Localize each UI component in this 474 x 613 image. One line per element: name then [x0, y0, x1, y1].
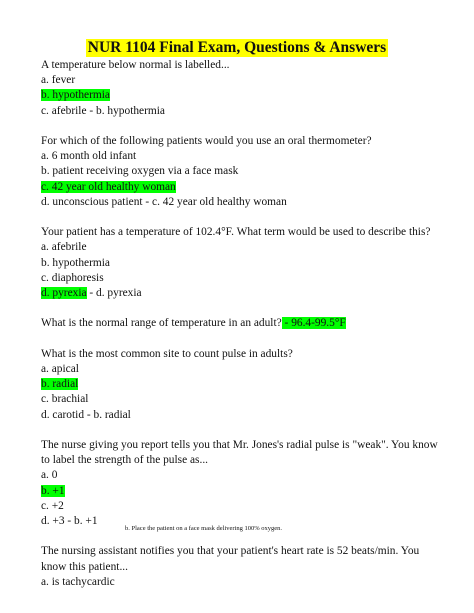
answer-option-correct: [41, 180, 441, 195]
option-text: d. unconscious patient - c. 42 year old healthy woman: [41, 195, 287, 208]
question-block: [41, 225, 441, 301]
option-text: a. is tachycardic: [41, 575, 115, 588]
question-stem: A temperature below normal is labelled...: [41, 59, 230, 71]
answer-option: [41, 149, 441, 164]
question-block: [41, 58, 441, 119]
question-stem: [41, 316, 441, 331]
highlighted-answer: - 96.4-99.5°F: [281, 317, 346, 330]
option-text: c. afebrile - b. hypothermia: [41, 104, 165, 117]
question-block: [41, 134, 441, 210]
question-stem: For which of the following patients would you use an oral thermometer?: [41, 135, 372, 147]
answer-option: [41, 271, 441, 286]
answer-option-correct: [41, 377, 441, 392]
option-text: d. carotid - b. radial: [41, 408, 131, 421]
question-list: [41, 58, 441, 605]
answer-option: [41, 468, 441, 483]
page-title: NUR 1104 Final Exam, Questions & Answers: [87, 39, 387, 56]
answer-option-correct: [41, 88, 441, 103]
question-stem: The nurse giving you report tells you that Mr. Jones's radial pulse is "weak". You know to label the strength of the pulse as...: [41, 439, 438, 467]
answer-option: [41, 499, 441, 514]
question-stem: The nursing assistant notifies you that your patient's heart rate is 52 beats/min. You know this patient...: [41, 545, 420, 573]
answer-option: [41, 73, 441, 88]
highlighted-answer: b. radial: [41, 378, 79, 391]
option-text: c. +2: [41, 499, 64, 512]
answer-option: [41, 575, 441, 590]
question-block: [41, 316, 441, 331]
answer-option: [41, 240, 441, 255]
highlighted-answer: d. pyrexia: [41, 287, 87, 300]
answer-option: [41, 164, 441, 179]
answer-option: [41, 104, 441, 119]
question-block: [41, 347, 441, 423]
answer-key-text: - d. pyrexia: [86, 287, 142, 300]
question-stem: Your patient has a temperature of 102.4°F. What term would be used to describe this?: [41, 226, 431, 239]
option-text: a. 0: [41, 469, 58, 482]
answer-option: [41, 195, 441, 210]
highlighted-answer: b. hypothermia: [41, 89, 110, 102]
option-text: a. afebrile: [41, 241, 87, 254]
option-text: a. fever: [41, 74, 76, 87]
answer-option: [41, 408, 441, 423]
answer-option: [41, 362, 441, 377]
question-block: [41, 544, 441, 590]
answer-option-correct: [41, 286, 441, 301]
question-stem-text: What is the normal range of temperature in an adult?: [41, 317, 282, 330]
option-text: a. 6 month old infant: [41, 150, 137, 163]
option-text: d. +3 - b. +1: [41, 515, 98, 528]
highlighted-answer: c. 42 year old healthy woman: [41, 180, 176, 193]
answer-option-correct: [41, 484, 441, 499]
question-stem: What is the most common site to count pulse in adults?: [41, 347, 293, 360]
option-text: c. brachial: [41, 393, 89, 406]
option-text: b. patient receiving oxygen via a face mask: [41, 165, 239, 178]
answer-option: [41, 392, 441, 407]
answer-option: [41, 256, 441, 271]
overlay-footnote: b. Place the patient on a face mask delivering 100% oxygen.: [125, 525, 283, 532]
option-text: b. hypothermia: [41, 256, 110, 269]
highlighted-answer: b. +1: [41, 484, 65, 497]
option-text: a. apical: [41, 363, 79, 375]
question-block: [41, 438, 441, 529]
option-text: c. diaphoresis: [41, 271, 104, 284]
title-row: [0, 39, 474, 57]
